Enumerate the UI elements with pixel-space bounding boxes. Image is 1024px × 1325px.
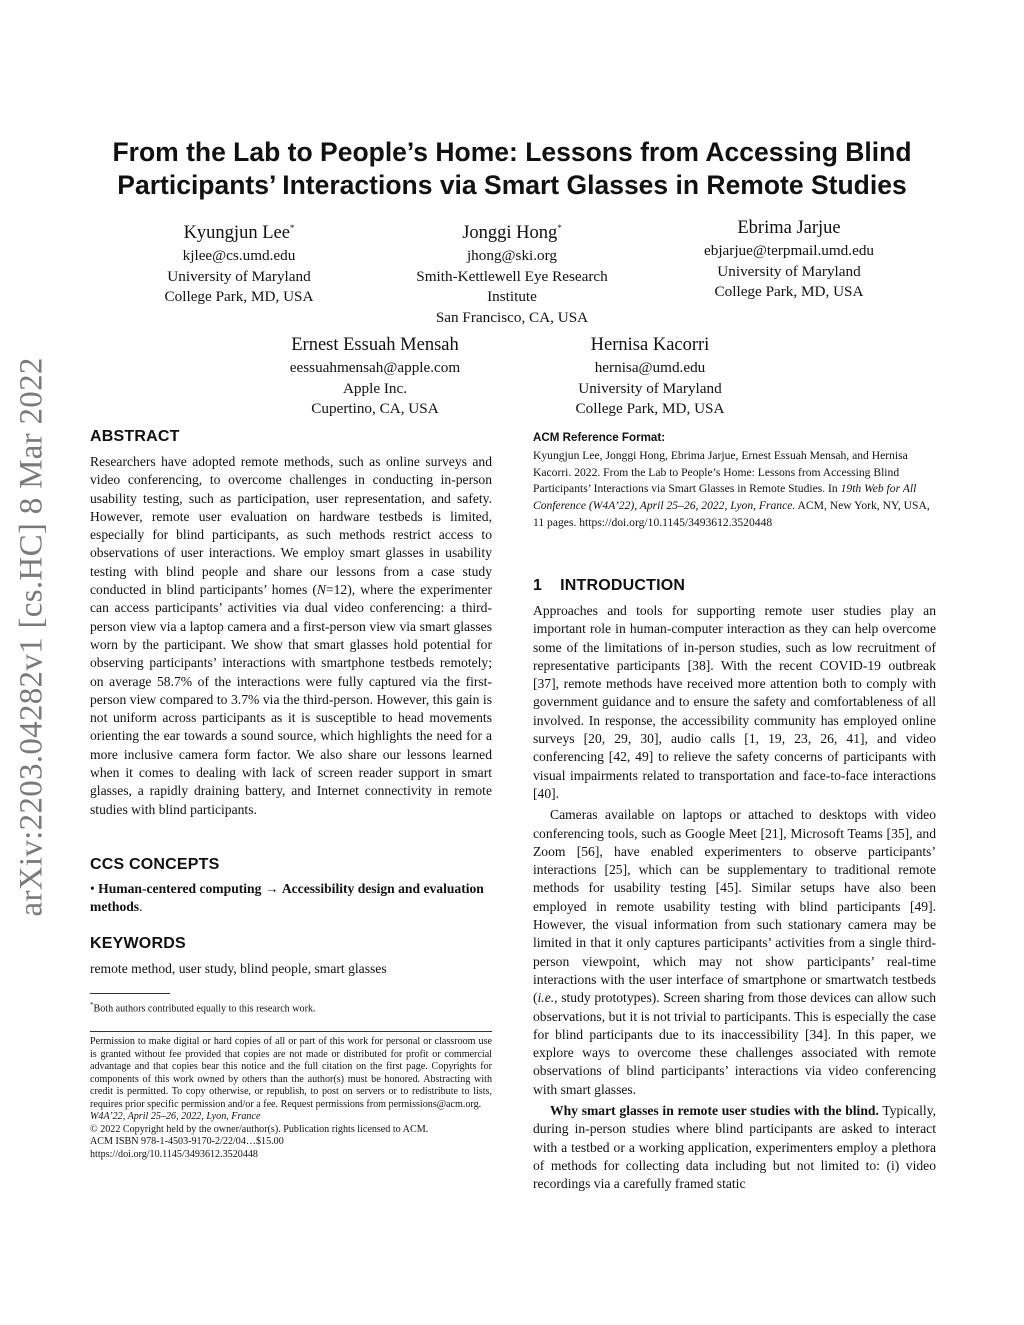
intro-paragraph-2-part-1: Cameras available on laptops or attached to desktops with video conferencing tools, such as Google Meet [21], Microsoft Teams [35], and Zoom [56], have enabled experimenters to observe participants’ interactions [25], which can be supplementary to traditional remote methods for usability testing [45]. Similar setups have also been employed in remote usability testing with blind participants [49]. However, the visual information from such stationary camera may be limited in that it only captures participants’ activities from a single third-person viewpoint, which may not show participants’ real-time interactions with the user interface of smartphone or smartwatch testbeds ( xyxy=(533,807,936,1006)
introduction-heading xyxy=(533,577,936,595)
author-affiliation-cont: Institute xyxy=(487,288,537,306)
introduction-text xyxy=(533,602,936,1194)
acm-reference-heading: ACM Reference Format: xyxy=(533,431,666,444)
abstract-part-1: Researchers have adopted remote methods, such as online surveys and video conferencing, to overcome challenges in conducting in-person usability testing, such as participation, user representation, and safety. However, remote user evaluation on hardware testbeds is limited, especially for blind participants, as such methods restrict access to observations of user interactions. We employ smart glasses in usability testing with blind people and share our lessons from a case study conducted in blind participants’ homes ( xyxy=(90,454,492,598)
acm-reference-citation: Kyungjun Lee, Jonggi Hong, Ebrima Jarjue, Ernest Essuah Mensah, and Hernisa Kacorri. 2022. From the Lab to People’s Home: Lessons from Accessing Blind Participants’ Interactions via Smart Glasses in Remote Studies. In xyxy=(533,449,908,496)
author-location: College Park, MD, USA xyxy=(714,283,864,300)
section-number: 1 xyxy=(533,577,543,594)
equal-contribution-mark: * xyxy=(557,223,562,233)
abstract-part-2: =12), where the experimenter can access participants’ activities via dual video conferencing: a third-person view via a laptop camera and a first-person view via smart glasses worn by the participant. We show that smart glasses hold potential for observing participants’ interactions with smartphone testbeds remotely; on average 58.7% of the interactions were fully captured via the first-person view compared to 3.7% via the third-person. However, this gain is not uniform across participants as it is susceptible to head movements orienting the ear towards a sound source, which highlights the need for a more inclusive camera form factor. We also share our lessons learned when it comes to dealing with lack of screen reader support in smart glasses, a rapidly draining battery, and Internet connectivity in remote studies with blind participants. xyxy=(90,582,493,817)
author-email[interactable]: jhong@ski.org xyxy=(466,247,558,265)
author-name: Ernest Essuah Mensah xyxy=(291,335,459,355)
copyright-line: © 2022 Copyright held by the owner/author(s). Publication rights licensed to ACM. xyxy=(90,1123,429,1135)
isbn-line: ACM ISBN 978-1-4503-9170-2/22/04…$15.00 xyxy=(90,1136,284,1147)
section-title: INTRODUCTION xyxy=(560,577,686,594)
author-location: Cupertino, CA, USA xyxy=(311,400,439,417)
intro-paragraph-2 xyxy=(533,806,936,1099)
venue-line: W4A’22, April 25–26, 2022, Lyon, France xyxy=(90,1111,261,1122)
acm-reference-doi: ACM, New York, NY, USA, 11 pages. https://doi.org/10.1145/3493612.3520448 xyxy=(533,499,930,529)
paper-title xyxy=(60,136,964,202)
abstract-heading: ABSTRACT xyxy=(90,428,180,445)
acm-reference-text xyxy=(533,448,936,532)
arxiv-identifier: arXiv:2203.04282v1 [cs.HC] 8 Mar 2022 xyxy=(13,357,50,917)
sample-size-variable: N xyxy=(316,582,326,598)
author-name: Jonggi Hong xyxy=(462,223,558,244)
title-line-1: From the Lab to People’s Home: Lessons from Accessing Blind xyxy=(112,137,912,167)
author-location: College Park, MD, USA xyxy=(164,288,314,306)
author-name: Ebrima Jarjue xyxy=(737,218,841,238)
author-block xyxy=(120,217,358,308)
author-block xyxy=(667,217,911,303)
author-email[interactable]: hernisa@umd.edu xyxy=(594,359,706,376)
permission-rule xyxy=(90,1031,492,1032)
acm-reference-venue: 19th Web for All Conference (W4A’22), April 25–26, 2022, Lyon, France. xyxy=(533,482,917,513)
permission-block xyxy=(90,1036,492,1161)
intro-paragraph-3-text: Typically, during in-person studies where blind participants are asked to interact with a testbed or a working application, experimenters employ a plethora of methods for collecting data including but not limited to: (i) video recordings via a carefully framed static xyxy=(533,1103,937,1192)
author-affiliation: Smith-Kettlewell Eye Research xyxy=(416,267,608,285)
ccs-concepts xyxy=(90,880,492,917)
equal-contribution-mark: * xyxy=(289,223,295,233)
author-location: College Park, MD, USA xyxy=(575,400,725,417)
author-affiliation: University of Maryland xyxy=(717,262,861,280)
author-block xyxy=(390,217,634,328)
author-name: Kyungjun Lee xyxy=(183,223,290,244)
footnote-mark: * xyxy=(90,1001,94,1009)
author-affiliation: Apple Inc. xyxy=(342,379,408,397)
author-block xyxy=(530,334,770,420)
arrow-icon: → xyxy=(264,881,279,896)
author-name: Hernisa Kacorri xyxy=(590,335,710,355)
intro-paragraph-3 xyxy=(533,1102,936,1193)
author-block xyxy=(255,334,495,420)
footnote-rule xyxy=(90,993,170,994)
author-email[interactable]: kjlee@cs.umd.edu xyxy=(182,247,296,265)
ccs-end: . xyxy=(139,899,143,915)
paragraph-lead: Why smart glasses in remote user studies with the blind. xyxy=(550,1103,879,1119)
author-email[interactable]: eessuahmensah@apple.com xyxy=(289,359,461,376)
author-affiliation: University of Maryland xyxy=(578,379,722,397)
intro-paragraph-2-part-2: , study prototypes). Screen sharing from those devices can allow such observations, but it is not trivial to participants. This is especially the case for blind participants due to its inaccessibility [34]. In this paper, we explore ways to overcome these challenges associated with remote observations of blind participants’ interactions via video conferencing with smart glasses. xyxy=(533,990,936,1097)
bullet: • xyxy=(90,881,95,896)
ccs-concept: Human-centered computing xyxy=(98,881,262,896)
footnote xyxy=(90,999,492,1016)
author-affiliation: University of Maryland xyxy=(167,267,311,285)
abbrev-ie: i.e. xyxy=(537,990,555,1006)
keywords-text: remote method, user study, blind people, smart glasses xyxy=(90,961,387,976)
author-location: San Francisco, CA, USA xyxy=(435,308,589,326)
footnote-text: Both authors contributed equally to this research work. xyxy=(93,1003,316,1015)
abstract-text xyxy=(90,453,492,819)
doi-link[interactable]: https://doi.org/10.1145/3493612.3520448 xyxy=(90,1148,258,1160)
permission-text: Permission to make digital or hard copies of all or part of this work for personal or classroom use is granted without fee provided that copies are not made or distributed for profit or commercial advantage and that copies bear this notice and the full citation on the first page. Copyrights for components of this work owned by others than the author(s) must be honored. Abstracting with credit is permitted. To copy otherwise, or republish, to post on servers or to redistribute to lists, requires prior specific permission and/or a fee. Request permissions from permissions@acm.org. xyxy=(90,1036,492,1110)
title-line-2: Participants’ Interactions via Smart Glasses in Remote Studies xyxy=(117,170,907,200)
author-email[interactable]: ebjarjue@terpmail.umd.edu xyxy=(703,242,875,259)
keywords-heading: KEYWORDS xyxy=(90,935,186,952)
intro-paragraph-1: Approaches and tools for supporting remote user studies play an important role in human-computer interaction as they can help overcome some of the limitations of in-person studies, such as low recruitment of representative participants [38]. With the recent COVID-19 outbreak [37], remote methods have received more attention both to comply with government guidance and to ensure the safety and comfortableness of all involved. In response, the accessibility community has employed online surveys [20, 29, 30], audio calls [1, 19, 23, 26, 41], and video conferencing [42, 49] to relieve the safety concerns of participants with visual impairments related to transportation and face-to-face interactions [40]. xyxy=(533,603,936,801)
ccs-subconcept: Accessibility design and evaluation methods xyxy=(90,881,484,915)
ccs-heading: CCS CONCEPTS xyxy=(90,856,220,873)
